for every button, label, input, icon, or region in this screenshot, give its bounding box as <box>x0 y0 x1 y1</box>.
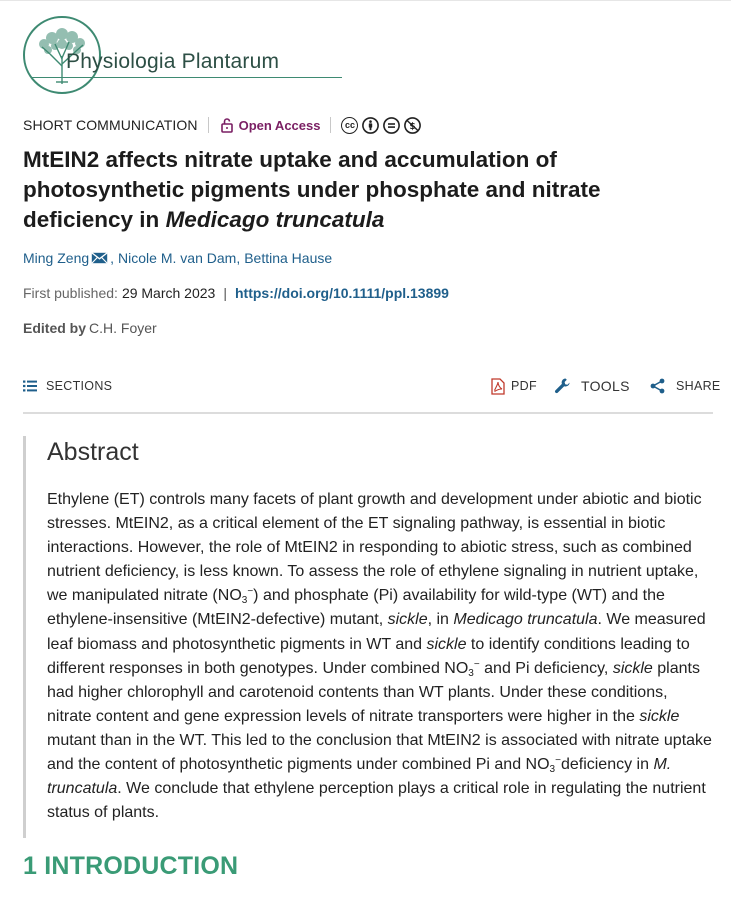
list-icon <box>23 380 37 392</box>
author-link[interactable]: Bettina Hause <box>244 250 333 266</box>
doi-link[interactable]: https://doi.org/10.1111/ppl.13899 <box>234 285 449 301</box>
article-meta-row <box>23 115 421 135</box>
author-link[interactable]: Ming Zeng <box>23 250 90 266</box>
article-toolbar <box>23 374 721 398</box>
tools-label: TOOLS <box>581 378 630 394</box>
envelope-icon[interactable] <box>91 252 108 264</box>
journal-logo[interactable] <box>22 14 352 96</box>
author-list <box>23 250 332 266</box>
first-published-date: 29 March 2023 <box>121 285 216 301</box>
logo-underline <box>32 77 342 78</box>
journal-name: Physiologia Plantarum <box>66 50 280 73</box>
edited-by-label: Edited by <box>23 320 87 336</box>
sections-label: SECTIONS <box>46 379 113 393</box>
tools-button[interactable] <box>554 374 630 398</box>
pdf-icon <box>491 378 505 395</box>
license-icons[interactable] <box>341 117 421 134</box>
abstract-heading: Abstract <box>47 438 139 466</box>
abstract-section <box>23 436 716 838</box>
article-title <box>23 145 663 235</box>
introduction-heading: 1 INTRODUCTION <box>23 852 239 880</box>
title-species: Medicago truncatula <box>165 207 385 232</box>
first-published-label: First published: <box>23 285 118 301</box>
pdf-button[interactable] <box>491 374 537 398</box>
divider <box>330 117 331 133</box>
by-icon <box>362 117 379 134</box>
published-separator: | <box>223 285 227 301</box>
share-button[interactable] <box>650 374 721 398</box>
abstract-text: Ethylene (ET) controls many facets of plant growth and development under abiotic and biotic stresses. MtEIN2, as a critical element of the ET signaling pathway, is essential in biotic interactions. However, the role of MtEIN2 in responding to abiotic stress, such as combined nutrient deficiency, is less known. To assess the role of ethylene signaling in nutrient uptake, we manipulated nitrate $(NO_3^-)$ and phosphate (Pi) availability for wild-type (WT) and the ethylene-insensitive (MtEIN2-defective) mutant, sickle, in Medicago truncatula. We measured leaf biomass and photosynthetic pigments in WT and sickle to identify conditions leading to different responses in both genotypes. Under combined $NO_3^-$ and Pi deficiency, sickle plants had higher chlorophyll and carotenoid contents than WT plants. Under these conditions, nitrate content and gene expression levels of nitrate transporters were higher in the sickle mutant than in the WT. This led to the conclusion that MtEIN2 is associated with nitrate uptake and the content of photosynthetic pigments under combined Pi and $NO_3^-deficiency$ in M. truncatula. We conclude that ethylene perception plays a critical role in regulating the nutrient status of plants. <box>47 491 712 822</box>
open-lock-icon <box>219 117 235 133</box>
article-type: SHORT COMMUNICATION <box>23 117 198 133</box>
open-access-label[interactable]: Open Access <box>238 117 321 133</box>
wrench-icon <box>554 377 572 395</box>
top-border <box>0 0 731 1</box>
divider <box>208 117 209 133</box>
author-link[interactable]: Nicole M. van Dam <box>118 250 237 266</box>
publication-info <box>23 285 449 301</box>
nd-icon <box>383 117 400 134</box>
author-separator: , <box>236 250 241 266</box>
cc-icon: cc <box>341 117 358 134</box>
svg-text:$: $ <box>409 121 417 132</box>
nc-icon <box>404 117 421 134</box>
toolbar-divider <box>23 412 713 414</box>
title-main: MtEIN2 affects nitrate uptake and accumulation of photosynthetic pigments under phosphate and nitrate deficiency in <box>23 147 601 232</box>
sections-button[interactable] <box>23 374 112 398</box>
share-label: SHARE <box>676 379 721 393</box>
pdf-label: PDF <box>511 379 537 393</box>
share-icon <box>650 378 665 394</box>
edited-by <box>23 320 157 336</box>
author-separator: , <box>110 250 115 266</box>
editor-name: C.H. Foyer <box>89 320 157 336</box>
